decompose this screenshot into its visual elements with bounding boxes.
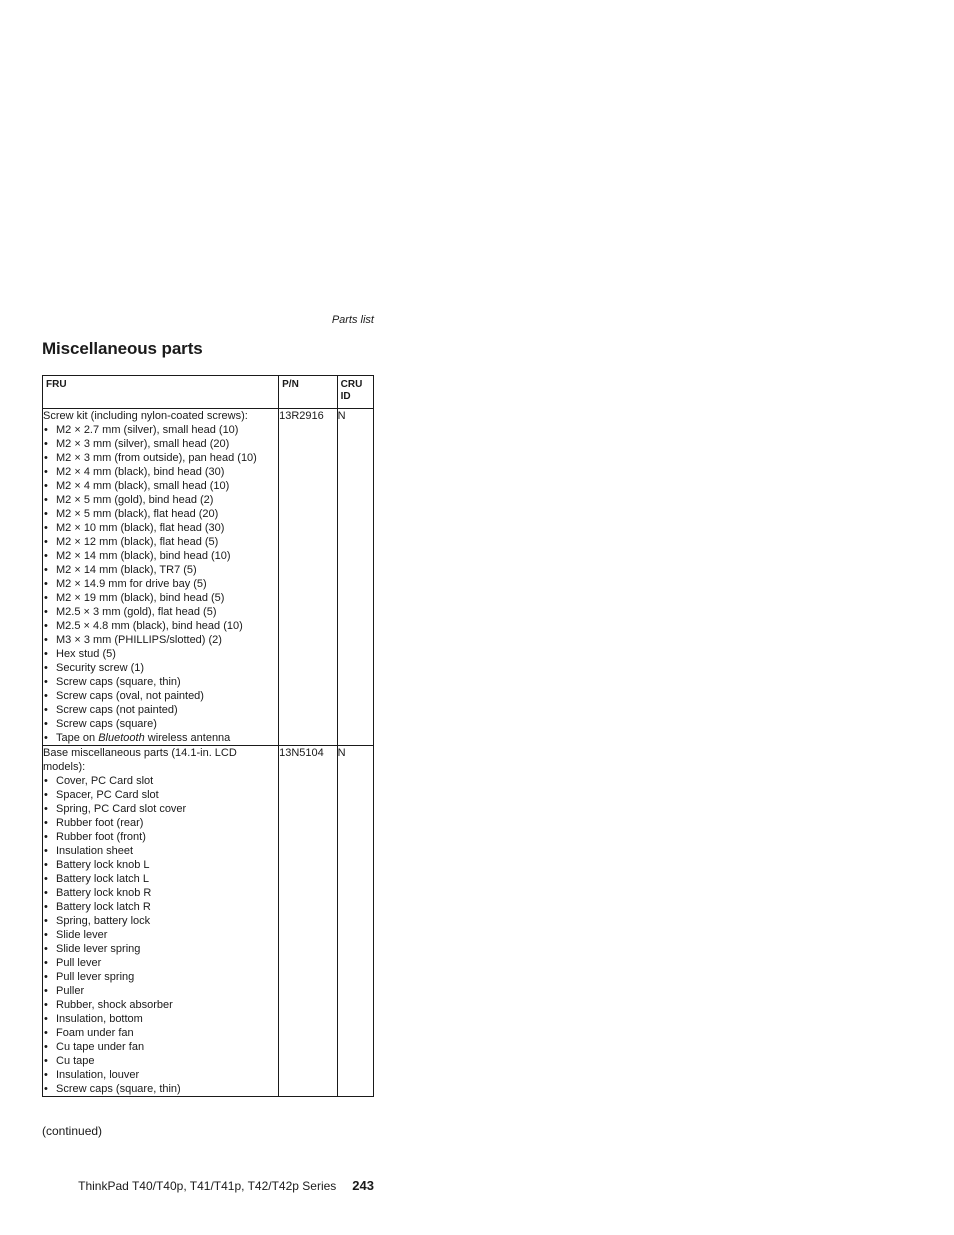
bullet-icon: • bbox=[44, 690, 48, 702]
list-item-text: M2 × 3 mm (silver), small head (20) bbox=[56, 438, 230, 450]
fru-cell-base-misc bbox=[43, 746, 279, 1097]
bullet-icon: • bbox=[44, 536, 48, 548]
bullet-icon: • bbox=[44, 522, 48, 534]
list-item bbox=[43, 493, 278, 507]
continued-note: (continued) bbox=[42, 1124, 103, 1138]
list-item-text: Battery lock latch L bbox=[56, 873, 149, 885]
bullet-icon: • bbox=[44, 817, 48, 829]
fru-item-list bbox=[43, 774, 278, 1096]
bullet-icon: • bbox=[44, 957, 48, 969]
list-item bbox=[43, 956, 278, 970]
list-item bbox=[43, 1026, 278, 1040]
bullet-icon: • bbox=[44, 564, 48, 576]
list-item-text: Battery lock latch R bbox=[56, 901, 151, 913]
list-item bbox=[43, 984, 278, 998]
list-item bbox=[43, 900, 278, 914]
list-item-text: Screw caps (oval, not painted) bbox=[56, 690, 204, 702]
bullet-icon: • bbox=[44, 634, 48, 646]
list-item-text: Pull lever bbox=[56, 957, 102, 969]
list-item-text: Insulation, bottom bbox=[56, 1013, 143, 1025]
list-item bbox=[43, 633, 278, 647]
bullet-icon: • bbox=[44, 718, 48, 730]
parts-table bbox=[42, 375, 374, 1097]
bullet-icon: • bbox=[44, 901, 48, 913]
bullet-icon: • bbox=[44, 466, 48, 478]
part-number-cell: 13R2916 bbox=[279, 409, 338, 746]
fru-cell-screw-kit bbox=[43, 409, 279, 746]
list-item-text: Insulation sheet bbox=[56, 845, 134, 857]
list-item-text: Cu tape bbox=[56, 1055, 95, 1067]
list-item-text: Screw caps (square, thin) bbox=[56, 1083, 181, 1095]
list-item bbox=[43, 717, 278, 731]
list-item bbox=[43, 816, 278, 830]
list-item bbox=[43, 914, 278, 928]
list-item bbox=[43, 577, 278, 591]
list-item-text: M2 × 12 mm (black), flat head (5) bbox=[56, 536, 219, 548]
list-item-text: Cover, PC Card slot bbox=[56, 775, 154, 787]
bullet-icon: • bbox=[44, 929, 48, 941]
list-item-text: Insulation, louver bbox=[56, 1069, 140, 1081]
footer-series-title: ThinkPad T40/T40p, T41/T41p, T42/T42p Series bbox=[78, 1179, 337, 1193]
list-item-text: Battery lock knob L bbox=[56, 859, 150, 871]
list-item bbox=[43, 675, 278, 689]
list-item bbox=[43, 689, 278, 703]
list-item-text: Screw caps (square) bbox=[56, 718, 157, 730]
list-item-text: Slide lever spring bbox=[56, 943, 141, 955]
bullet-icon: • bbox=[44, 1013, 48, 1025]
bullet-icon: • bbox=[44, 1083, 48, 1095]
list-item bbox=[43, 1054, 278, 1068]
table-row bbox=[43, 746, 374, 1097]
bullet-icon: • bbox=[44, 494, 48, 506]
list-item-text: Rubber foot (front) bbox=[56, 831, 146, 843]
list-item-text: Rubber, shock absorber bbox=[56, 999, 173, 1011]
cru-id-cell: N bbox=[337, 746, 373, 1097]
list-item-text: Rubber foot (rear) bbox=[56, 817, 144, 829]
fru-description: Base miscellaneous parts (14.1-in. LCD models): bbox=[43, 747, 237, 773]
bullet-icon: • bbox=[44, 985, 48, 997]
bullet-icon: • bbox=[44, 452, 48, 464]
list-item bbox=[43, 731, 278, 745]
list-item-text: Pull lever spring bbox=[56, 971, 135, 983]
bullet-icon: • bbox=[44, 1041, 48, 1053]
list-item-text: M2 × 4 mm (black), bind head (30) bbox=[56, 466, 225, 478]
bullet-icon: • bbox=[44, 831, 48, 843]
list-item-text: Security screw (1) bbox=[56, 662, 145, 674]
list-item bbox=[43, 591, 278, 605]
bullet-icon: • bbox=[44, 676, 48, 688]
cru-id-cell: N bbox=[337, 409, 373, 746]
list-item bbox=[43, 788, 278, 802]
list-item bbox=[43, 451, 278, 465]
list-item-text: M2 × 14.9 mm for drive bay (5) bbox=[56, 578, 207, 590]
list-item bbox=[43, 970, 278, 984]
page-footer bbox=[42, 1178, 374, 1193]
bullet-icon: • bbox=[44, 550, 48, 562]
bullet-icon: • bbox=[44, 606, 48, 618]
list-item bbox=[43, 858, 278, 872]
bullet-icon: • bbox=[44, 620, 48, 632]
fru-column-header: FRU bbox=[43, 376, 279, 409]
list-item-text: M2 × 14 mm (black), bind head (10) bbox=[56, 550, 231, 562]
bullet-icon: • bbox=[44, 1027, 48, 1039]
list-item bbox=[43, 942, 278, 956]
bullet-icon: • bbox=[44, 943, 48, 955]
list-item bbox=[43, 703, 278, 717]
running-header: Parts list bbox=[331, 314, 374, 326]
list-item bbox=[43, 563, 278, 577]
list-item-text: Screw caps (square, thin) bbox=[56, 676, 181, 688]
list-item-text: Screw caps (not painted) bbox=[56, 704, 178, 716]
list-item-text: M2 × 5 mm (black), flat head (20) bbox=[56, 508, 219, 520]
list-item bbox=[43, 423, 278, 437]
list-item-text: M2 × 3 mm (from outside), pan head (10) bbox=[56, 452, 257, 464]
bullet-icon: • bbox=[44, 704, 48, 716]
list-item-italic-text: Bluetooth bbox=[98, 732, 145, 744]
list-item bbox=[43, 1082, 278, 1096]
list-item-text: Hex stud (5) bbox=[56, 648, 116, 660]
list-item-text: Puller bbox=[56, 985, 85, 997]
table-header-row bbox=[43, 376, 374, 409]
list-item bbox=[43, 1040, 278, 1054]
bullet-icon: • bbox=[44, 578, 48, 590]
list-item bbox=[43, 437, 278, 451]
list-item-text: M2 × 4 mm (black), small head (10) bbox=[56, 480, 230, 492]
bullet-icon: • bbox=[44, 424, 48, 436]
bullet-icon: • bbox=[44, 508, 48, 520]
bullet-icon: • bbox=[44, 915, 48, 927]
list-item bbox=[43, 619, 278, 633]
list-item bbox=[43, 549, 278, 563]
list-item bbox=[43, 830, 278, 844]
list-item bbox=[43, 886, 278, 900]
bullet-icon: • bbox=[44, 803, 48, 815]
list-item bbox=[43, 872, 278, 886]
section-title: Miscellaneous parts bbox=[42, 339, 203, 358]
list-item-text: Tape on bbox=[56, 732, 99, 744]
list-item-text: wireless antenna bbox=[144, 732, 231, 744]
bullet-icon: • bbox=[44, 999, 48, 1011]
list-item bbox=[43, 647, 278, 661]
fru-description: Screw kit (including nylon-coated screws): bbox=[43, 410, 248, 422]
pn-column-header: P/N bbox=[279, 376, 338, 409]
list-item-text: Foam under fan bbox=[56, 1027, 134, 1039]
list-item bbox=[43, 774, 278, 788]
list-item bbox=[43, 661, 278, 675]
list-item bbox=[43, 465, 278, 479]
bullet-icon: • bbox=[44, 873, 48, 885]
list-item bbox=[43, 507, 278, 521]
list-item-text: Battery lock knob R bbox=[56, 887, 152, 899]
list-item bbox=[43, 521, 278, 535]
list-item bbox=[43, 928, 278, 942]
list-item bbox=[43, 844, 278, 858]
bullet-icon: • bbox=[44, 648, 48, 660]
list-item-text: M2 × 10 mm (black), flat head (30) bbox=[56, 522, 225, 534]
list-item bbox=[43, 998, 278, 1012]
list-item-text: Cu tape under fan bbox=[56, 1041, 145, 1053]
fru-item-list bbox=[43, 423, 278, 745]
bullet-icon: • bbox=[44, 971, 48, 983]
part-number-cell: 13N5104 bbox=[279, 746, 338, 1097]
list-item-text: Spacer, PC Card slot bbox=[56, 789, 159, 801]
list-item bbox=[43, 1068, 278, 1082]
cru-column-header bbox=[337, 376, 373, 409]
bullet-icon: • bbox=[44, 662, 48, 674]
list-item-text: Spring, battery lock bbox=[56, 915, 151, 927]
list-item-text: M2.5 × 4.8 mm (black), bind head (10) bbox=[56, 620, 243, 632]
page-number: 243 bbox=[352, 1178, 374, 1193]
list-item-text: M3 × 3 mm (PHILLIPS/slotted) (2) bbox=[56, 634, 222, 646]
bullet-icon: • bbox=[44, 732, 48, 744]
list-item bbox=[43, 479, 278, 493]
bullet-icon: • bbox=[44, 480, 48, 492]
list-item bbox=[43, 1012, 278, 1026]
list-item-text: Slide lever bbox=[56, 929, 108, 941]
bullet-icon: • bbox=[44, 592, 48, 604]
bullet-icon: • bbox=[44, 1055, 48, 1067]
bullet-icon: • bbox=[44, 775, 48, 787]
list-item-text: Spring, PC Card slot cover bbox=[56, 803, 187, 815]
list-item-text: M2.5 × 3 mm (gold), flat head (5) bbox=[56, 606, 217, 618]
list-item-text: M2 × 2.7 mm (silver), small head (10) bbox=[56, 424, 239, 436]
bullet-icon: • bbox=[44, 887, 48, 899]
table-row bbox=[43, 409, 374, 746]
cru-header-line2: ID bbox=[340, 391, 351, 402]
list-item-text: M2 × 14 mm (black), TR7 (5) bbox=[56, 564, 197, 576]
bullet-icon: • bbox=[44, 438, 48, 450]
bullet-icon: • bbox=[44, 789, 48, 801]
cru-header-line1: CRU bbox=[340, 379, 363, 390]
list-item-text: M2 × 19 mm (black), bind head (5) bbox=[56, 592, 225, 604]
bullet-icon: • bbox=[44, 845, 48, 857]
list-item bbox=[43, 535, 278, 549]
list-item bbox=[43, 802, 278, 816]
bullet-icon: • bbox=[44, 1069, 48, 1081]
bullet-icon: • bbox=[44, 859, 48, 871]
list-item bbox=[43, 605, 278, 619]
list-item-text: M2 × 5 mm (gold), bind head (2) bbox=[56, 494, 214, 506]
